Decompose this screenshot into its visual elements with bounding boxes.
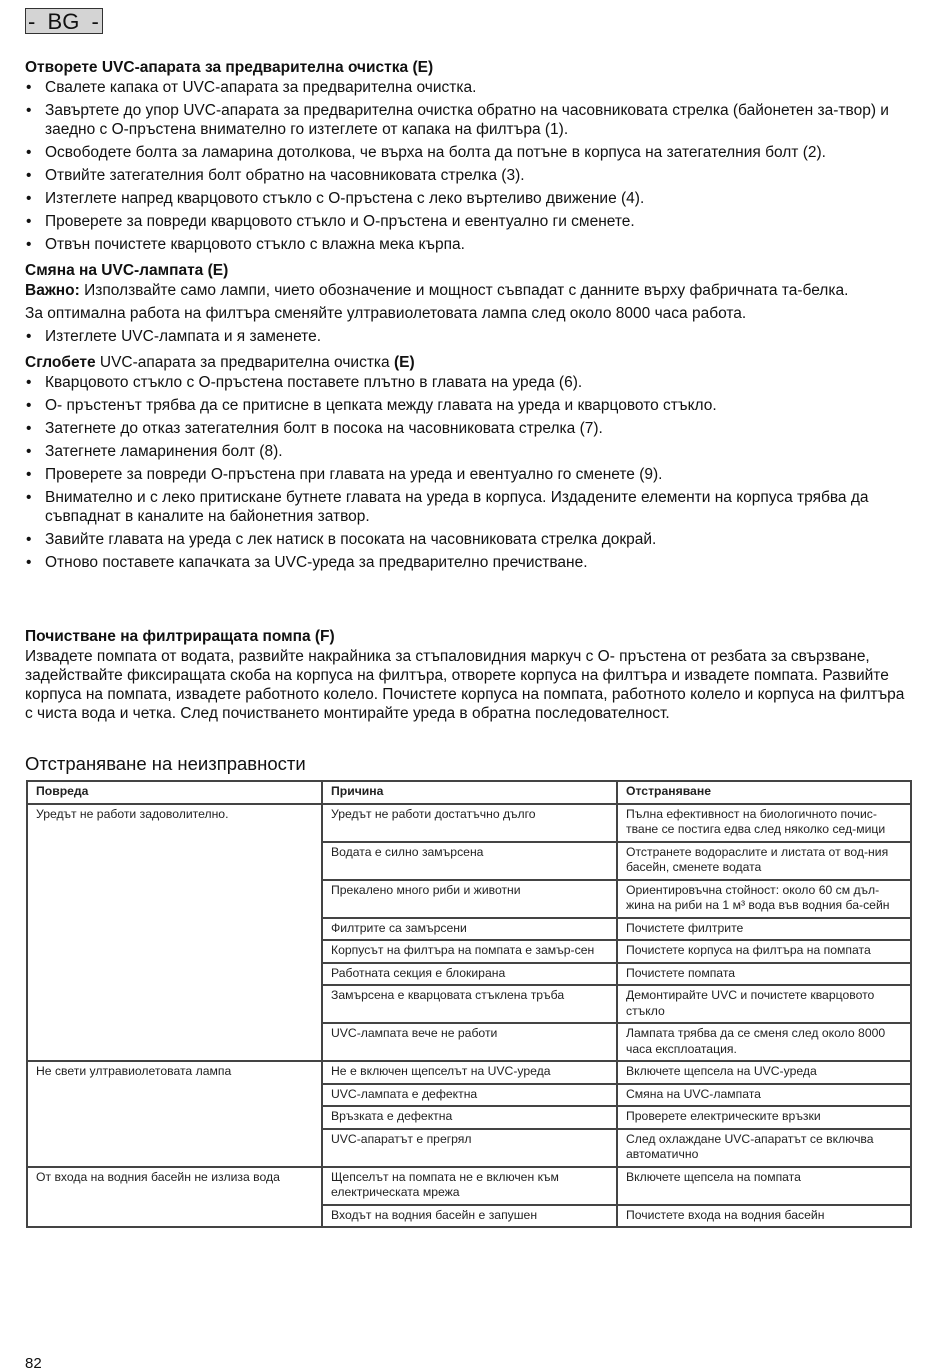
cause-cell: Корпусът на филтъра на помпата е замър-сен xyxy=(323,941,616,962)
cause-cell: Не е включен щепселът на UVC-уреда xyxy=(323,1062,616,1083)
cause-cell: UVC-лампата вече не работи xyxy=(323,1024,616,1060)
list-item: • Затегнете ламаринения болт (8). xyxy=(25,442,915,461)
page-content xyxy=(25,57,915,1228)
fault-cell: Не свети ултравиолетовата лампа xyxy=(28,1062,321,1166)
list-item: • Проверете за повреди кварцовото стъкло и О-пръстена и евентуално ги сменете. xyxy=(25,212,915,231)
list-item: • Отвийте затегателния болт обратно на часовниковата стрелка (3). xyxy=(25,166,915,185)
cause-cell: Замърсена е кварцовата стъклена тръба xyxy=(323,986,616,1022)
important-note xyxy=(25,281,915,300)
list-item: • Проверете за повреди О-пръстена при главата на уреда и евентуално го сменете (9). xyxy=(25,465,915,484)
list-item: • Внимателно и с леко притискане бутнете главата на уреда в корпуса. Издадените елементи на корпуса трябва да съвпаднат в каналите на байонетния затвор. xyxy=(25,488,915,526)
remedy-cell: Почистете входа на водния басейн xyxy=(618,1206,910,1227)
cause-cell: UVC-апаратът е прегрял xyxy=(323,1130,616,1166)
remedy-cell: Смяна на UVC-лампата xyxy=(618,1085,910,1106)
remedy-cell: След охлаждане UVC-апаратът се включва автоматично xyxy=(618,1130,910,1166)
list-item: • Освободете болта за ламарина дотолкова, че върха на болта да потъне в корпуса на затегателния болт (2). xyxy=(25,143,915,162)
column-header: Отстраняване xyxy=(618,782,910,803)
heading-bold-2: (E) xyxy=(393,354,415,371)
remedy-cell: Почистете помпата xyxy=(618,964,910,985)
heading-normal: UVC-апарата за предварителна очистка xyxy=(95,354,394,371)
important-text: Използвайте само лампи, чието обозначение и мощност съвпадат с данните върху фабричната та-белка. xyxy=(79,282,849,299)
section-clean-pump xyxy=(25,626,915,723)
remedy-cell: Демонтирайте UVC и почистете кварцовото стъкло xyxy=(618,986,910,1022)
list-item: • Отвън почистете кварцовото стъкло с влажна мека кърпа. xyxy=(25,235,915,254)
language-badge: - BG - xyxy=(25,8,103,34)
section-assemble xyxy=(25,352,915,572)
cause-cell: Прекалено много риби и животни xyxy=(323,881,616,917)
bullet-list xyxy=(25,327,915,346)
troubleshooting-table xyxy=(26,780,912,1228)
list-item: • Затегнете до отказ затегателния болт в посока на часовниковата стрелка (7). xyxy=(25,419,915,438)
list-item: • Завъртете до упор UVC-апарата за предварителна очистка обратно на часовниковата стрелка (байонетен за-твор) и заедно с О-пръстена внимателно го изтеглете от капака на филтъра (1). xyxy=(25,101,915,139)
table-row xyxy=(28,805,910,841)
cause-cell: UVC-лампата е дефектна xyxy=(323,1085,616,1106)
table-row xyxy=(28,1062,910,1083)
list-item: • Изтеглете напред кварцовото стъкло с О-пръстена с леко въртеливо движение (4). xyxy=(25,189,915,208)
remedy-cell: Лампата трябва да се сменя след около 8000 часа експлоатация. xyxy=(618,1024,910,1060)
bullet-list xyxy=(25,78,915,254)
page-number: 82 xyxy=(25,1355,42,1372)
section-heading: Отворете UVC-апарата за предварителна очистка (E) xyxy=(25,59,434,76)
list-item: • Завийте главата на уреда с лек натиск в посоката на часовниковата стрелка докрай. xyxy=(25,530,915,549)
important-label: Важно: xyxy=(25,282,80,299)
list-item: • О- пръстенът трябва да се притисне в цепката между главата на уреда и кварцовото стъкло. xyxy=(25,396,915,415)
section-heading xyxy=(25,352,915,373)
fault-cell: От входа на водния басейн не излиза вода xyxy=(28,1168,321,1227)
table-row xyxy=(28,1168,910,1204)
column-header: Причина xyxy=(323,782,616,803)
remedy-cell: Почистете корпуса на филтъра на помпата xyxy=(618,941,910,962)
section-open-uvc xyxy=(25,57,915,254)
cause-cell: Входът на водния басейн е запушен xyxy=(323,1206,616,1227)
section-heading: Смяна на UVC-лампата (E) xyxy=(25,262,229,279)
paragraph: Извадете помпата от водата, развийте накрайника за стъпаловидния маркуч с О- пръстена от резбата за свързване, задействайте фиксиращата скоба на корпуса на филтъра, отворете корпуса на филтъра и извадете помпата. Развийте корпуса на помпата, извадете работното колело. Почистете корпуса на помпата, работното колело и корпуса на филтъра с чиста вода и четка. След почистването монтирайте уреда в обратна последователност. xyxy=(25,648,905,722)
section-replace-lamp xyxy=(25,260,915,346)
remedy-cell: Включете щепсела на помпата xyxy=(618,1168,910,1204)
heading-bold: Сглобете xyxy=(25,354,96,371)
cause-cell: Филтрите са замърсени xyxy=(323,919,616,940)
list-item: • Изтеглете UVC-лампата и я заменете. xyxy=(25,327,915,346)
troubleshooting-title: Отстраняване на неизправности xyxy=(25,753,306,774)
list-item: • Кварцовото стъкло с О-пръстена поставете плътно в главата на уреда (6). xyxy=(25,373,915,392)
bullet-list xyxy=(25,373,915,572)
column-header: Повреда xyxy=(28,782,321,803)
section-heading: Почистване на филтриращата помпа (F) xyxy=(25,628,335,645)
list-item: • Свалете капака от UVC-апарата за предварителна очистка. xyxy=(25,78,915,97)
fault-cell: Уредът не работи задоволително. xyxy=(28,805,321,1061)
remedy-cell: Включете щепсела на UVC-уреда xyxy=(618,1062,910,1083)
cause-cell: Работната секция е блокирана xyxy=(323,964,616,985)
remedy-cell: Ориентировъчна стойност: около 60 см дъл-жина на риби на 1 м³ вода във водния ба-сейн xyxy=(618,881,910,917)
remedy-cell: Проверете електрическите връзки xyxy=(618,1107,910,1128)
cause-cell: Щепселът на помпата не е включен към електрическата мрежа xyxy=(323,1168,616,1204)
cause-cell: Връзката е дефектна xyxy=(323,1107,616,1128)
remedy-cell: Отстранете водораслите и листата от вод-ния басейн, сменете водата xyxy=(618,843,910,879)
cause-cell: Водата е силно замърсена xyxy=(323,843,616,879)
remedy-cell: Пълна ефективност на биологичното почис-тване се постига едва след няколко сед-мици xyxy=(618,805,910,841)
list-item: • Отново поставете капачката за UVC-уреда за предварително пречистване. xyxy=(25,553,915,572)
remedy-cell: Почистете филтрите xyxy=(618,919,910,940)
cause-cell: Уредът не работи достатъчно дълго xyxy=(323,805,616,841)
paragraph: За оптимална работа на филтъра сменяйте ултравиолетовата лампа след около 8000 часа работа. xyxy=(25,305,747,322)
